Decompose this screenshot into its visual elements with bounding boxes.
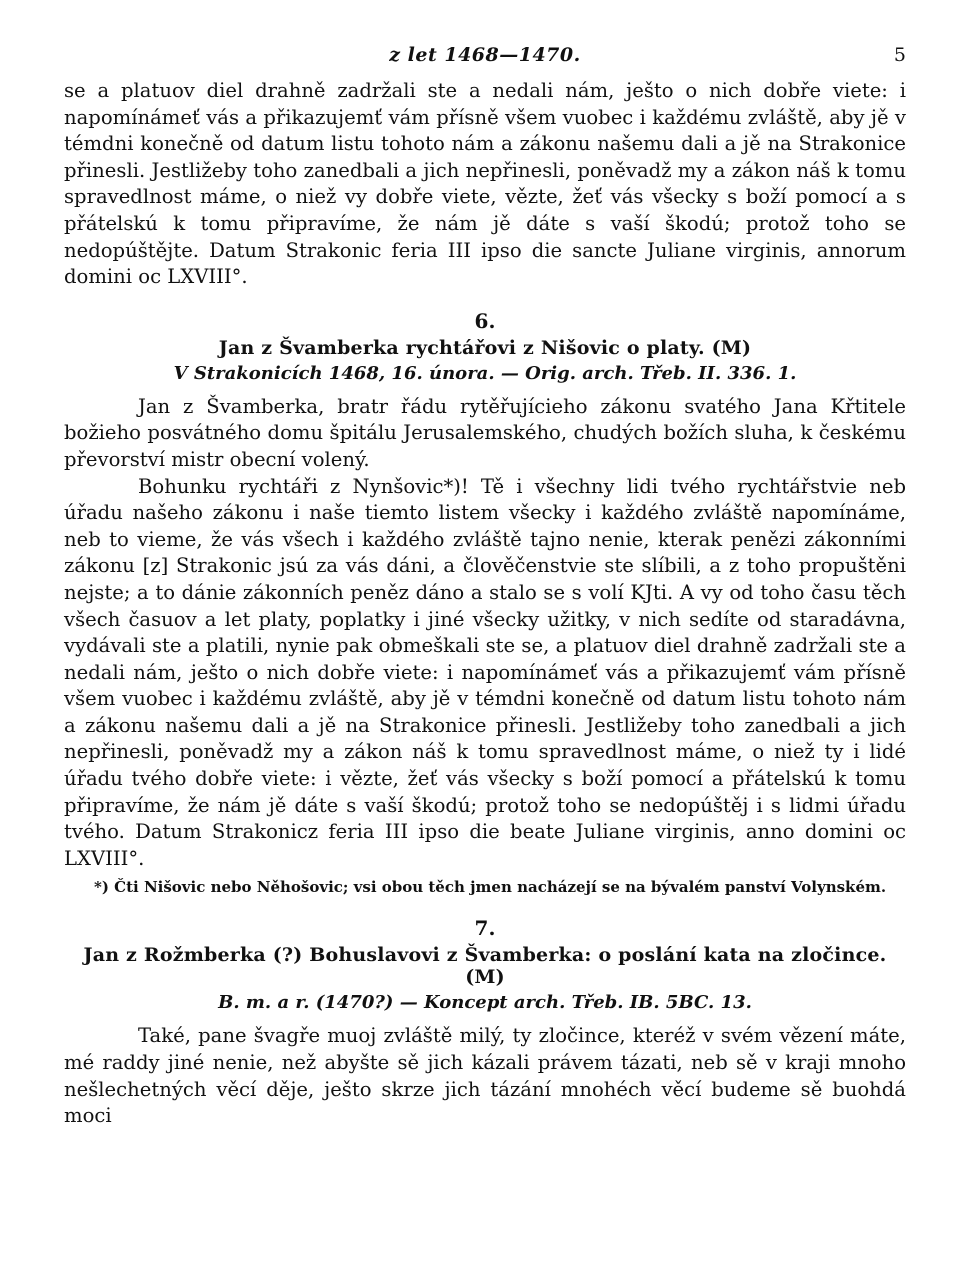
document-source: B. m. a r. (1470?) — Koncept arch. Třeb. IB. 5BC. 13.: [218, 992, 752, 1014]
document-paragraph: Jan z Švamberka, bratr řádu rytěřujícieho zákonu svatého Jana Křtitele božieho posvátného domu špitálu Jerusalemského, chudých božích sluha, k českému převorství mistr obecní volený.: [64, 394, 906, 471]
footnote: *) Čti Nišovic nebo Něhošovic; vsi obou těch jmen nacházejí se na bývalém panství Volynském.: [94, 878, 887, 897]
document-6: [64, 309, 906, 899]
document-paragraph: Bohunku rychtáři z Nynšovic*)! Tě i všechny lidi tvého rychtářstvie neb úřadu našeho zákonu i naše tiemto listem všecky i každého zvláště napomínáme, neb to vieme, že vás všech i každého zvláště tajno nenie, kterak penězi zákonními zákonu [z] Strakonic jsú za vás dáni, a člověčenstvie ste slíbili, a z toho propuštěni nejste; a to dánie zákonních peněz dáno a stalo se s volí KJti. A vy od toho času těch všech časuov a let platy, poplatky i jiné všecky užitky, v nich sedíte od staradávna, vydávali ste a platili, nynie pak obmeškali ste se, a platuov diel drahně zadržali ste a nedali nám, ješto o nich dobře viete: i napomínámeť vás a přikazujemť vám přísně všem vuobec i každému zvláště, aby jě v témdni konečně od datum listu tohoto nám a zákonu našemu dali a jě na Strakonice přinesli. Jestližeby toho zanedbali a jich nepřinesli, poněvadž my a zákon náš k tomu spravedlnost máme, o niež ty i lidé úřadu tvého dobře viete: i vězte, žeť vás všecky s boží pomocí a přátelskú k tomu připravíme, že nám jě dáte s vaší škodú; protož toho se nedopúštěj i s lidmi úřadu tvého. Datum Strakonicz feria III ipso die beate Juliane virginis, anno domini oc LXVIII°.: [64, 474, 906, 870]
document-source: V Strakonicích 1468, 16. února. — Orig. arch. Třeb. II. 336. 1.: [173, 362, 797, 384]
document-number: 7.: [474, 916, 496, 941]
document-heading: Jan z Rožmberka (?) Bohuslavovi z Švamberka: o poslání kata na zločince. (M): [83, 944, 887, 989]
document-number: 6.: [474, 308, 496, 333]
document-paragraph: Také, pane švagře muoj zvláště milý, ty zločince, kteréž v svém vězení máte, mé raddy jiné nenie, než abyšte sě jich kázali právem tázati, neb sě v kraji mnoho nešlechetných věcí děje, ješto skrze jich tázání mnohéch věcí budeme sě buohdá moci: [64, 1024, 906, 1128]
document-page: [64, 44, 906, 1130]
running-title: z let 1468—1470.: [389, 44, 581, 66]
page-number: 5: [893, 44, 906, 66]
running-head: [64, 44, 906, 78]
document-7: [64, 916, 906, 1129]
document-heading: Jan z Švamberka rychtářovi z Nišovic o platy. (M): [218, 336, 752, 359]
continuation-paragraph: se a platuov diel drahně zadržali ste a nedali nám, ješto o nich dobře viete: i napomínámeť vás a přikazujemť vám přísně všem vuobec i každému zvláště, aby jě v témdni konečně od datum listu tohoto nám a zákonu našemu dali a jě na Strakonice přinesli. Jestližeby toho zanedbali a jich nepřinesli, poněvadž my a zákon náš k tomu spravedlnost máme, o niež vy dobře viete, vězte, žeť vás všecky s boží pomocí a s přátelskú k tomu připravíme, že nám jě dáte s vaší škodú; protož toho se nedopúštějte. Datum Strakonic feria III ipso die sancte Juliane virginis, annorum domini oc LXVIII°.: [64, 79, 906, 289]
